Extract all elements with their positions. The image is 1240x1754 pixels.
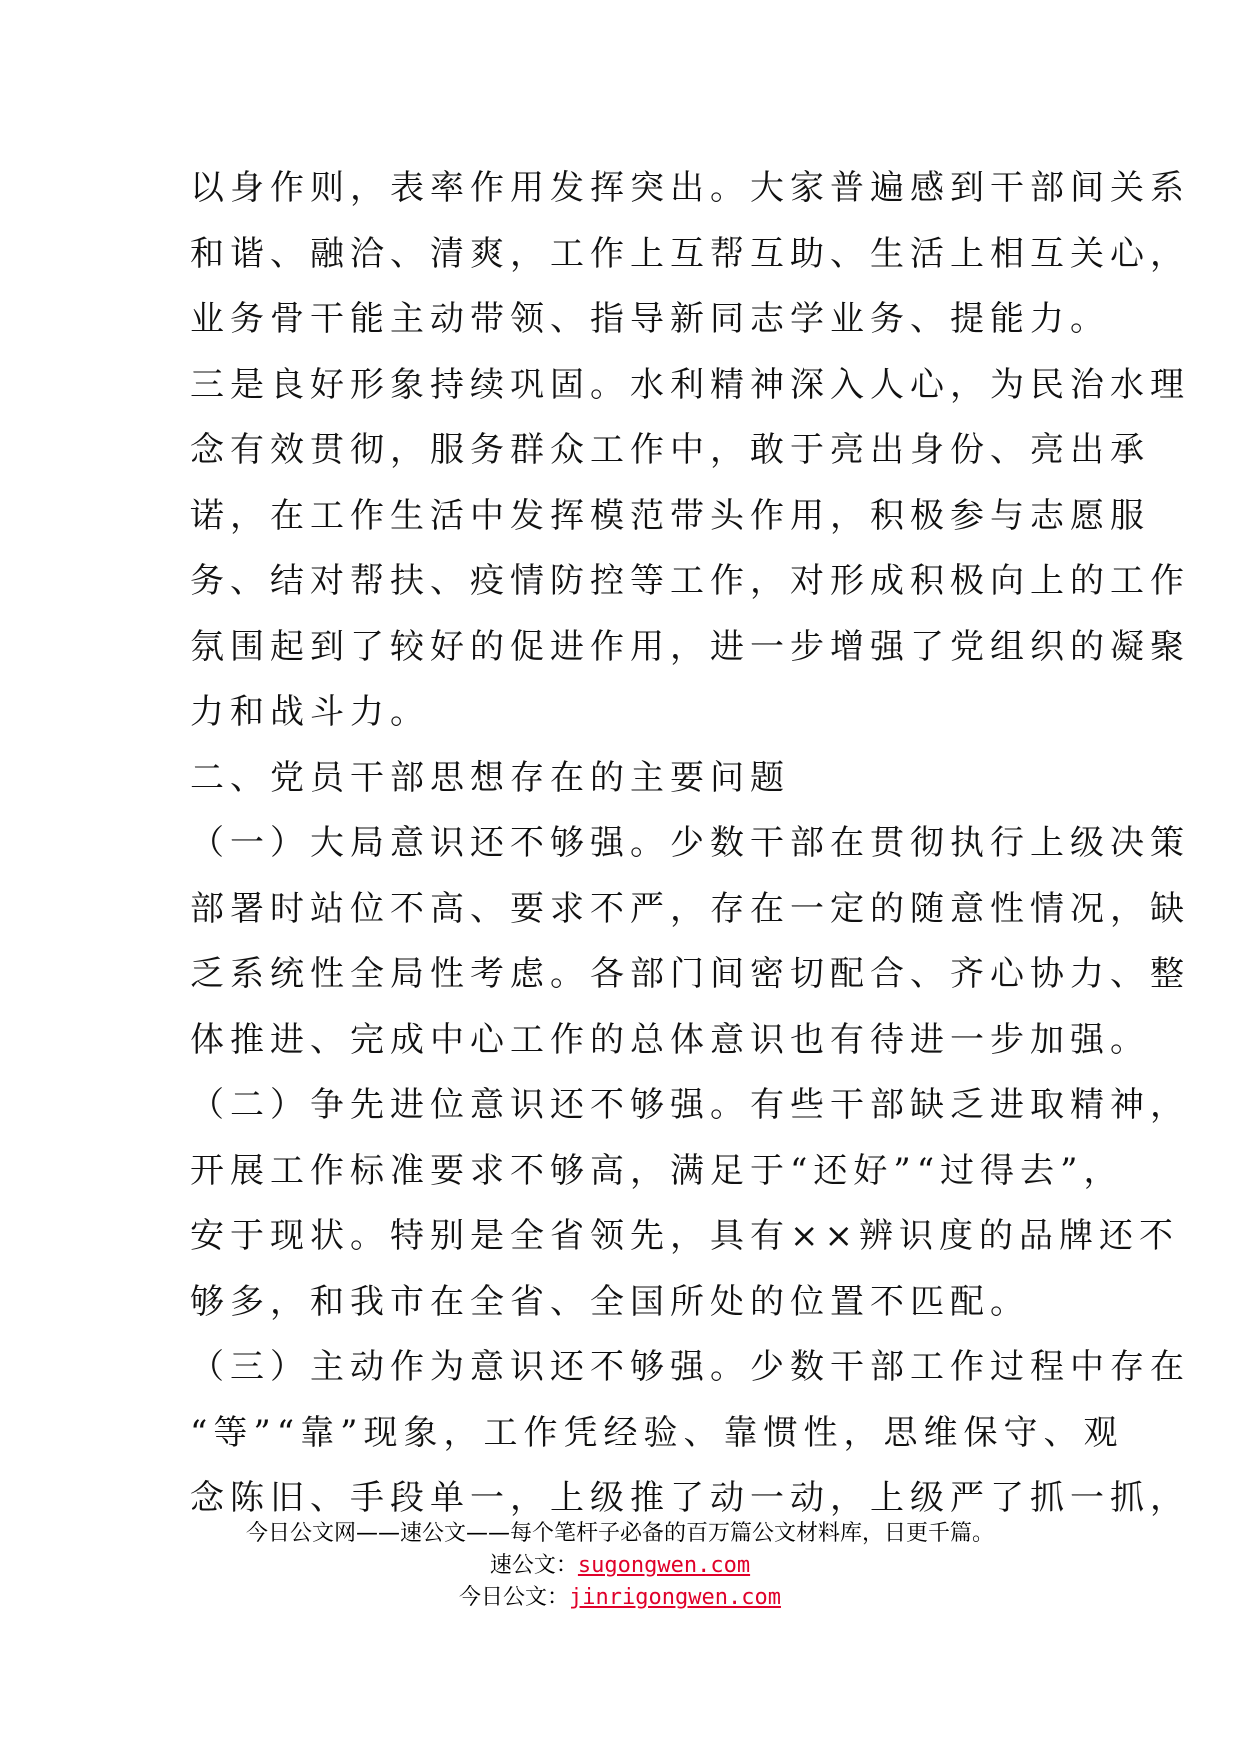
body-line: 三是良好形象持续巩固。水利精神深入人心，为民治水理	[190, 364, 1190, 405]
body-line: 部署时站位不高、要求不严，存在一定的随意性情况，缺	[190, 888, 1190, 929]
body-line: 开展工作标准要求不够高，满足于“还好”“过得去”，	[190, 1150, 1124, 1191]
body-line: 以身作则，表率作用发挥突出。大家普遍感到干部间关系	[190, 168, 1190, 208]
body-line: 体推进、完成中心工作的总体意识也有待进一步加强。	[190, 1019, 1150, 1060]
section-heading: 二、党员干部思想存在的主要问题	[190, 757, 790, 798]
body-line: （二）争先进位意识还不够强。有些干部缺乏进取精神，	[190, 1085, 1190, 1125]
body-line: 力和战斗力。	[190, 692, 430, 732]
body-line: 念有效贯彻，服务群众工作中，敢于亮出身份、亮出承	[190, 430, 1150, 470]
body-line: 诺，在工作生活中发挥模范带头作用，积极参与志愿服	[190, 495, 1150, 536]
site1-label: 速公文：	[489, 1553, 578, 1578]
body-line: 安于现状。特别是全省领先，具有××辨识度的品牌还不	[190, 1216, 1179, 1256]
site1-link[interactable]: sugongwen.com	[577, 1553, 751, 1578]
body-line: 业务骨干能主动带领、指导新同志学业务、提能力。	[190, 299, 1110, 339]
body-line: 务、结对帮扶、疫情防控等工作，对形成积极向上的工作	[190, 561, 1190, 601]
page-footer	[0, 1518, 1240, 1614]
site2-link[interactable]: jinrigongwen.com	[569, 1585, 781, 1610]
body-line: 念陈旧、手段单一，上级推了动一动，上级严了抓一抓，	[190, 1478, 1190, 1518]
site2-label: 今日公文：	[459, 1585, 570, 1610]
footer-site1	[0, 1550, 1240, 1582]
body-line: （一）大局意识还不够强。少数干部在贯彻执行上级决策	[190, 823, 1190, 863]
body-line: （三）主动作为意识还不够强。少数干部工作过程中存在	[190, 1347, 1190, 1387]
body-line: 乏系统性全局性考虑。各部门间密切配合、齐心协力、整	[190, 954, 1190, 994]
body-line: 和谐、融洽、清爽，工作上互帮互助、生活上相互关心，	[190, 233, 1190, 274]
body-line: 氛围起到了较好的促进作用，进一步增强了党组织的凝聚	[190, 626, 1190, 667]
footer-site2	[0, 1582, 1240, 1614]
document-body	[190, 156, 1190, 1532]
footer-tagline: 今日公文网——速公文——每个笔杆子必备的百万篇公文材料库，日更千篇。	[245, 1521, 994, 1546]
body-line: “等”“靠”现象，工作凭经验、靠惯性，思维保守、观	[190, 1412, 1124, 1453]
body-line: 够多，和我市在全省、全国所处的位置不匹配。	[190, 1281, 1030, 1322]
